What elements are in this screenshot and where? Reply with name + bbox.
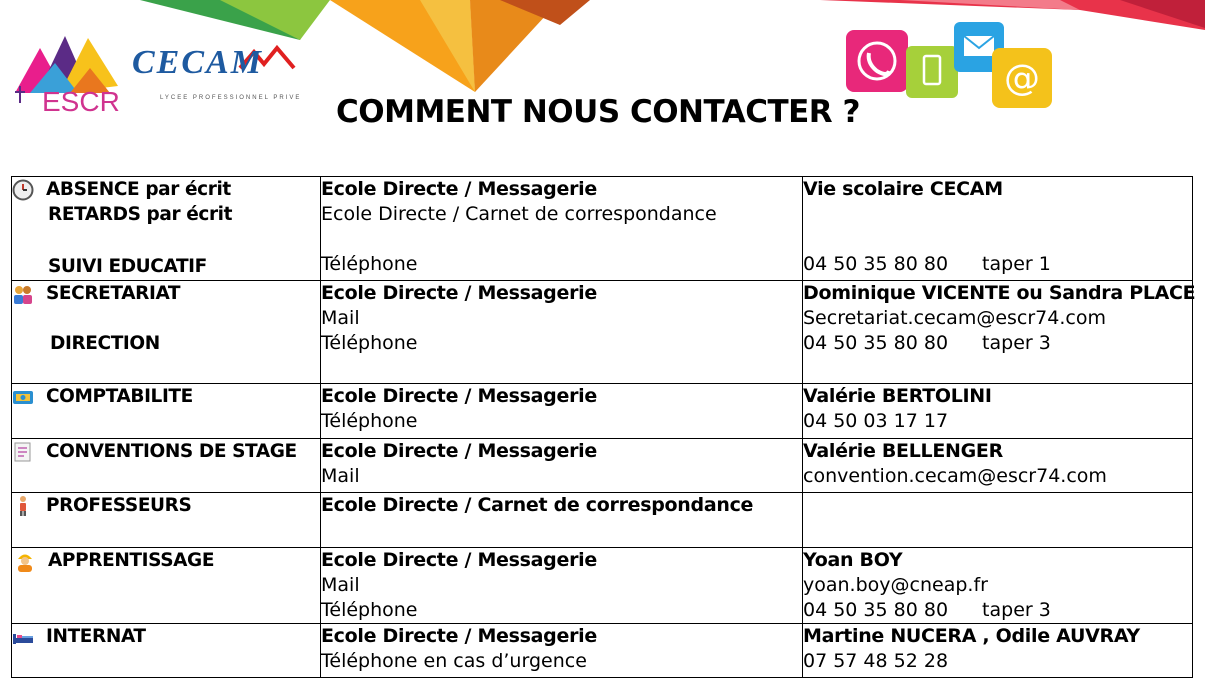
category-line: ABSENCE par écrit xyxy=(12,177,320,202)
table-row-internat xyxy=(12,624,1193,678)
category-line: CONVENTIONS DE STAGE xyxy=(12,439,320,464)
contact-name: Dominique VICENTE ou Sandra PLACE xyxy=(803,282,1196,304)
category-line: PROFESSEURS xyxy=(12,493,320,518)
contacts-table xyxy=(11,176,1196,678)
phone-extension: taper 3 xyxy=(982,332,1051,354)
channel-cell xyxy=(321,439,803,493)
contact-cell xyxy=(803,548,1193,624)
channel-line: Mail xyxy=(321,574,360,596)
contact-cell xyxy=(803,624,1193,678)
contact-cell xyxy=(803,493,1193,548)
contact-name: Martine NUCERA , Odile AUVRAY xyxy=(803,625,1140,647)
contact-cell xyxy=(803,177,1193,281)
people-icon xyxy=(12,283,34,305)
category-line: SUIVI EDUCATIF xyxy=(48,256,207,277)
channel-cell xyxy=(321,624,803,678)
channel-line: Ecole Directe / Messagerie xyxy=(321,440,597,462)
contact-name: Yoan BOY xyxy=(803,549,903,571)
category-line: SECRETARIAT xyxy=(12,281,320,306)
channel-line: Ecole Directe / Messagerie xyxy=(321,385,597,407)
bed-icon xyxy=(12,626,34,648)
cecam-logo-subtitle: LYCEE PROFESSIONNEL PRIVE xyxy=(160,95,302,101)
category-cell xyxy=(12,281,321,384)
table-row-comptabilite xyxy=(12,384,1193,439)
channel-line: Mail xyxy=(321,307,360,329)
phone-number: 04 50 35 80 80 xyxy=(803,599,949,621)
phone-line xyxy=(803,252,1192,277)
channel-line: Ecole Directe / Messagerie xyxy=(321,282,597,304)
document-icon xyxy=(12,441,34,463)
channel-line: Téléphone en cas d’urgence xyxy=(321,650,587,672)
channel-cell xyxy=(321,493,803,548)
clock-icon xyxy=(12,179,34,201)
category-line: INTERNAT xyxy=(12,624,320,649)
person-icon xyxy=(12,495,34,517)
phone-number: 04 50 03 17 17 xyxy=(803,410,949,432)
channel-line: Ecole Directe / Messagerie xyxy=(321,178,597,200)
contact-name: Vie scolaire CECAM xyxy=(803,178,1003,200)
contact-email[interactable]: yoan.boy@cneap.fr xyxy=(803,574,988,596)
phone-number: 04 50 35 80 80 xyxy=(803,253,949,275)
escr-logo-text: ESCR xyxy=(42,86,120,117)
channel-line: Téléphone xyxy=(321,332,418,354)
phone-extension: taper 3 xyxy=(982,599,1051,621)
table-row-conventions xyxy=(12,439,1193,493)
category-cell xyxy=(12,624,321,678)
contact-cubes-image xyxy=(842,20,1056,112)
table-row-professeurs xyxy=(12,493,1193,548)
category-line: RETARDS par écrit xyxy=(48,204,233,225)
channel-cell xyxy=(321,384,803,439)
phone-line xyxy=(803,331,1192,356)
contact-name: Valérie BELLENGER xyxy=(803,440,1003,462)
contact-email[interactable]: Secretariat.cecam@escr74.com xyxy=(803,307,1106,329)
phone-extension: taper 1 xyxy=(982,253,1051,275)
category-cell xyxy=(12,439,321,493)
table-row-absence xyxy=(12,177,1193,281)
svg-text:@: @ xyxy=(1004,58,1040,99)
phone-line xyxy=(803,598,1192,623)
phone-number: 07 57 48 52 28 xyxy=(803,650,949,672)
channel-cell xyxy=(321,281,803,384)
contact-cell xyxy=(803,384,1193,439)
channel-line: Ecole Directe / Messagerie xyxy=(321,549,597,571)
channel-line: Téléphone xyxy=(321,410,418,432)
category-cell xyxy=(12,384,321,439)
category-line: APPRENTISSAGE xyxy=(12,548,320,573)
table-row-apprentissage xyxy=(12,548,1193,624)
channel-line: Mail xyxy=(321,465,360,487)
channel-cell xyxy=(321,548,803,624)
channel-line: Téléphone xyxy=(321,253,418,275)
channel-cell xyxy=(321,177,803,281)
category-line: COMPTABILITE xyxy=(12,384,320,409)
contact-cell xyxy=(803,281,1196,384)
contact-email[interactable]: convention.cecam@escr74.com xyxy=(803,465,1107,487)
channel-line: Ecole Directe / Carnet de correspondance xyxy=(321,203,717,225)
table-row-secretariat xyxy=(12,281,1193,384)
channel-line: Ecole Directe / Messagerie xyxy=(321,625,597,647)
contact-name: Valérie BERTOLINI xyxy=(803,385,992,407)
page-title: COMMENT NOUS CONTACTER ? xyxy=(336,94,860,130)
phone-number: 04 50 35 80 80 xyxy=(803,332,949,354)
category-line: DIRECTION xyxy=(50,333,160,354)
cecam-logo-text: CECAM xyxy=(132,44,263,81)
category-cell xyxy=(12,493,321,548)
category-cell xyxy=(12,548,321,624)
category-cell xyxy=(12,177,321,281)
worker-icon xyxy=(14,550,36,572)
contact-cell xyxy=(803,439,1193,493)
channel-line: Téléphone xyxy=(321,599,418,621)
channel-line: Ecole Directe / Carnet de correspondance xyxy=(321,494,754,516)
money-icon xyxy=(12,386,34,408)
